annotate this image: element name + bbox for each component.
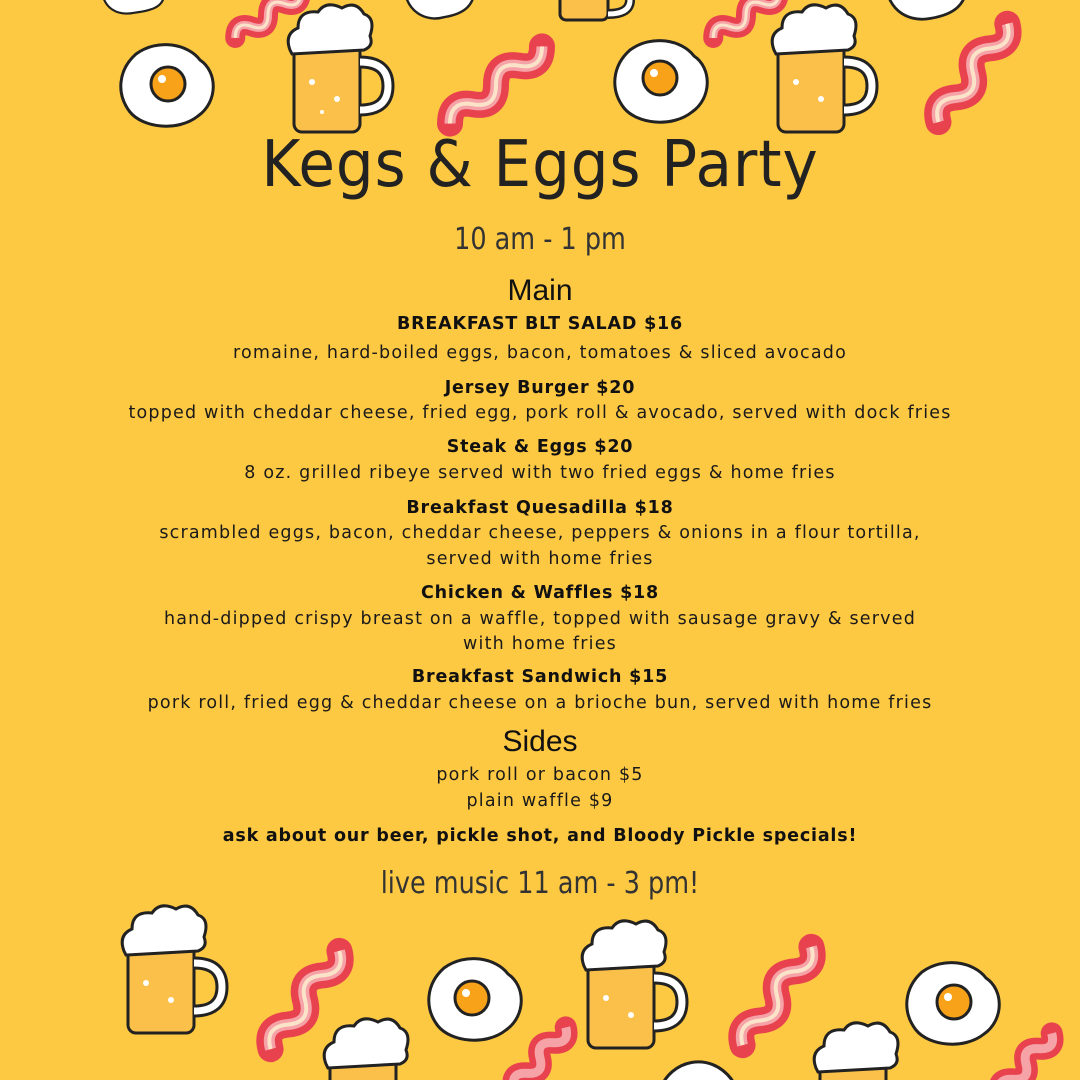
fried-egg-icon xyxy=(400,0,480,22)
fried-egg-icon xyxy=(612,38,712,124)
menu-item-name: Breakfast Sandwich $15 xyxy=(411,667,669,687)
beer-mug-icon xyxy=(808,1022,918,1080)
menu-item-description: romaine, hard-boiled eggs, bacon, tomatoes & sliced avocado xyxy=(232,343,848,363)
menu-item-description: scrambled eggs, bacon, cheddar cheese, peppers & onions in a flour tortilla, xyxy=(159,523,921,543)
menu-item-name: Chicken & Waffles $18 xyxy=(420,583,660,603)
fried-egg-icon xyxy=(118,42,218,128)
menu-item-name: Breakfast Quesadilla $18 xyxy=(406,498,674,518)
bacon-icon xyxy=(920,22,1020,132)
menu-item-description: served with home fries xyxy=(426,549,654,569)
menu-item-description: pork roll, fried egg & cheddar cheese on a brioche bun, served with home fries xyxy=(147,693,933,713)
menu-item-description: 8 oz. grilled ribeye served with two fried eggs & home fries xyxy=(244,463,836,483)
menu-item-name: Steak & Eggs $20 xyxy=(446,437,634,457)
poster-title: Kegs & Eggs Party xyxy=(261,128,819,202)
beer-mug-icon xyxy=(766,4,876,136)
beer-mug-icon xyxy=(282,4,392,136)
menu-item-name: BREAKFAST BLT SALAD $16 xyxy=(396,314,683,334)
fried-egg-icon xyxy=(880,0,972,22)
menu-item-description: with home fries xyxy=(463,634,617,654)
beer-mug-icon xyxy=(548,0,632,28)
bacon-icon xyxy=(500,1018,580,1080)
menu-item-name: Jersey Burger $20 xyxy=(444,378,636,398)
menu-item-description: hand-dipped crispy breast on a waffle, topped with sausage gravy & served xyxy=(163,609,917,629)
sides-section-heading: Sides xyxy=(502,725,578,758)
fried-egg-icon xyxy=(98,0,170,18)
main-section-heading: Main xyxy=(507,274,573,307)
menu-item-description: topped with cheddar cheese, fried egg, pork roll & avocado, served with dock fries xyxy=(128,403,952,423)
side-item: pork roll or bacon $5 xyxy=(436,765,644,785)
beer-mug-icon xyxy=(116,905,226,1037)
bacon-icon xyxy=(436,40,556,130)
live-music-note: live music 11 am - 3 pm! xyxy=(380,866,700,901)
bacon-icon xyxy=(986,1024,1066,1080)
beer-mug-icon xyxy=(318,1018,428,1080)
side-item: plain waffle $9 xyxy=(466,791,614,811)
beer-mug-icon xyxy=(576,920,686,1052)
event-time: 10 am - 1 pm xyxy=(454,222,626,257)
specials-note: ask about our beer, pickle shot, and Bloody Pickle specials! xyxy=(222,826,858,846)
